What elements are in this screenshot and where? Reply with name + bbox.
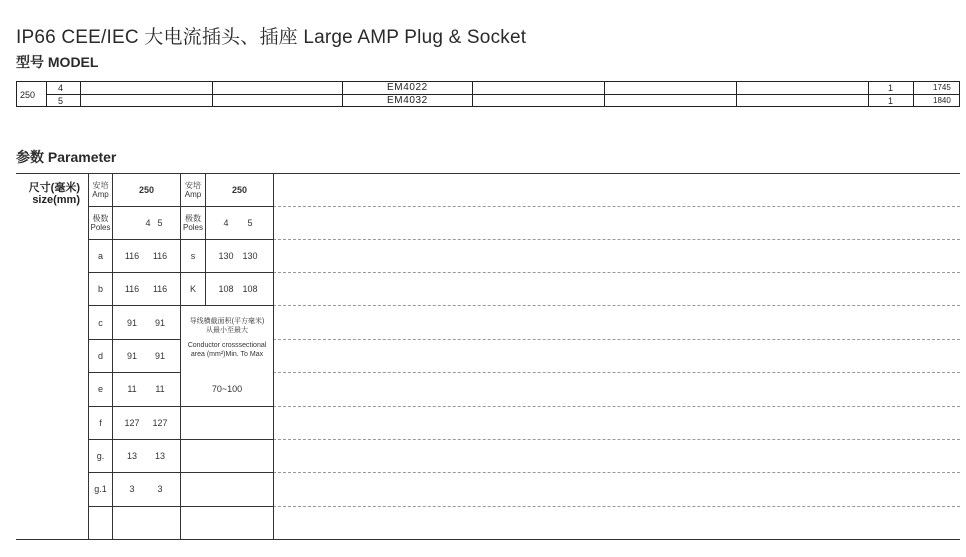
model-table-right-border bbox=[959, 81, 960, 107]
param-col-divider bbox=[112, 173, 113, 539]
left-amp-label bbox=[89, 181, 112, 199]
param-col-divider bbox=[273, 173, 274, 539]
parameter-heading: 参数 Parameter bbox=[16, 149, 117, 165]
param-table-top-border bbox=[16, 173, 960, 174]
model-col-divider bbox=[868, 81, 869, 107]
model-col-divider bbox=[212, 81, 213, 107]
dim-value: 130 bbox=[242, 251, 258, 261]
conductor-label-en bbox=[181, 341, 273, 359]
dim-value: 116 bbox=[152, 251, 168, 261]
dim-value: 13 bbox=[126, 451, 137, 461]
dim-value: 116 bbox=[124, 284, 140, 294]
right-poles-5: 5 bbox=[247, 218, 253, 228]
param-row-divider bbox=[88, 339, 180, 340]
right-poles-label-en: Poles bbox=[182, 223, 203, 232]
left-poles-5: 5 bbox=[157, 218, 163, 228]
right-amp-label-cn: 安培 bbox=[185, 181, 201, 190]
model-col-divider bbox=[736, 81, 737, 107]
dim-value: 116 bbox=[124, 251, 140, 261]
dim-label: d bbox=[97, 351, 103, 361]
dim-value: 127 bbox=[152, 418, 168, 428]
param-row-divider-dashed bbox=[273, 305, 960, 306]
right-poles-4: 4 bbox=[223, 218, 229, 228]
conductor-label-en-line: Conductor crosssectional bbox=[187, 342, 267, 349]
model-table-top-border bbox=[16, 81, 960, 82]
left-poles-label bbox=[89, 214, 112, 232]
dim-value: 108 bbox=[242, 284, 258, 294]
left-poles-label-en: Poles bbox=[90, 223, 111, 232]
model-col-divider bbox=[46, 81, 47, 107]
model-qty: 1 bbox=[888, 96, 894, 106]
param-table-bottom-border bbox=[16, 539, 960, 540]
dim-value: 91 bbox=[126, 318, 137, 328]
dim-label: c bbox=[98, 318, 103, 328]
left-amp-label-en: Amp bbox=[92, 190, 109, 199]
param-row-divider-dashed bbox=[273, 506, 960, 507]
dim-value: 91 bbox=[154, 351, 165, 361]
dim-value: 11 bbox=[127, 384, 137, 394]
dim-label: e bbox=[97, 384, 103, 394]
param-row-divider-dashed bbox=[273, 272, 960, 273]
size-label-cn: 尺寸(毫米) bbox=[28, 182, 80, 194]
dim-label: a bbox=[97, 251, 103, 261]
left-amp-label-cn: 安培 bbox=[92, 181, 109, 190]
conductor-label-en-line: area (mm²)Min. To Max bbox=[190, 351, 264, 358]
dim-label: g. bbox=[96, 451, 105, 461]
model-table-row-divider bbox=[46, 94, 960, 95]
dim-value: 13 bbox=[154, 451, 165, 461]
model-col-divider bbox=[604, 81, 605, 107]
param-row-divider-dashed bbox=[273, 472, 960, 473]
left-amp-value: 250 bbox=[138, 185, 155, 195]
param-row-divider-dashed bbox=[273, 339, 960, 340]
dim-value: 127 bbox=[124, 418, 140, 428]
model-heading: 型号 MODEL bbox=[16, 54, 99, 70]
right-poles-label bbox=[181, 214, 205, 232]
model-amp-value: 250 bbox=[20, 90, 36, 100]
dim-value: 91 bbox=[154, 318, 165, 328]
size-label-en: size(mm) bbox=[32, 194, 80, 206]
dim-value: 3 bbox=[157, 484, 163, 494]
model-col-divider bbox=[472, 81, 473, 107]
model-qty: 1 bbox=[888, 83, 894, 93]
model-table-left-border bbox=[16, 81, 17, 107]
size-label bbox=[18, 182, 80, 206]
dim-label: K bbox=[189, 284, 196, 294]
param-row-divider-dashed bbox=[273, 406, 960, 407]
dim-value: 91 bbox=[126, 351, 137, 361]
dim-value: 11 bbox=[155, 384, 165, 394]
right-poles-label-cn: 极数 bbox=[185, 214, 201, 223]
dim-value: 116 bbox=[152, 284, 168, 294]
dim-label: s bbox=[190, 251, 196, 261]
param-row-divider-dashed bbox=[273, 372, 960, 373]
dim-value: 130 bbox=[218, 251, 234, 261]
dim-label: b bbox=[97, 284, 103, 294]
model-poles-4: 4 bbox=[58, 83, 64, 93]
model-code: EM4032 bbox=[387, 95, 428, 106]
left-poles-4: 4 bbox=[145, 218, 151, 228]
param-row-divider-dashed bbox=[273, 206, 960, 207]
dim-value: 108 bbox=[218, 284, 234, 294]
model-code: EM4022 bbox=[387, 82, 428, 93]
dim-label: g.1 bbox=[94, 484, 107, 494]
param-row-divider bbox=[88, 372, 180, 373]
model-price: 1745 bbox=[933, 83, 951, 92]
model-table-bottom-border bbox=[16, 106, 960, 107]
dim-value: 3 bbox=[129, 484, 135, 494]
model-price: 1840 bbox=[933, 96, 951, 105]
model-col-divider bbox=[913, 81, 914, 107]
dim-label: f bbox=[99, 418, 102, 428]
param-row-divider-dashed bbox=[273, 439, 960, 440]
conductor-label-cn bbox=[181, 317, 273, 335]
right-amp-label-en: Amp bbox=[184, 190, 202, 199]
model-col-divider bbox=[80, 81, 81, 107]
param-row-divider-dashed bbox=[273, 239, 960, 240]
page-title: IP66 CEE/IEC 大电流插头、插座 Large AMP Plug & Socket bbox=[16, 27, 527, 48]
model-col-divider bbox=[342, 81, 343, 107]
left-poles-label-cn: 极数 bbox=[92, 214, 109, 223]
model-poles-5: 5 bbox=[58, 96, 64, 106]
right-amp-value: 250 bbox=[231, 185, 248, 195]
conductor-label-cn-line: 从最小至最大 bbox=[206, 327, 248, 334]
right-amp-label bbox=[181, 181, 205, 199]
conductor-label-cn-line: 导线横截面积(平方毫米) bbox=[189, 318, 265, 325]
conductor-value: 70~100 bbox=[211, 384, 243, 394]
